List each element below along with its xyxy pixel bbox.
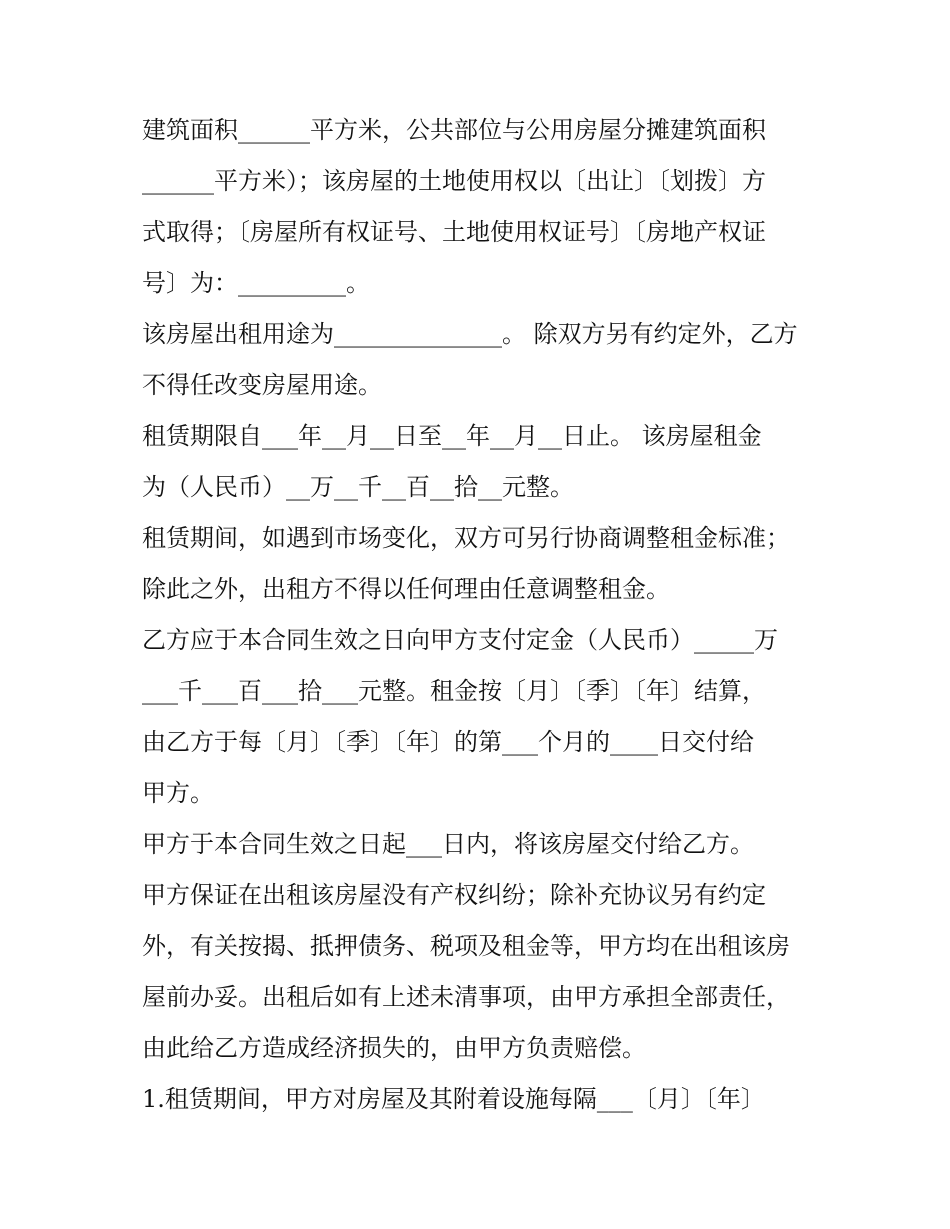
text-line: 由此给乙方造成经济损失的，由甲方负责赔偿。 xyxy=(142,1034,646,1062)
text-line: 外，有关按揭、抵押债务、税项及租金等，甲方均在出租该房 xyxy=(142,932,790,960)
text-line: 甲方保证在出租该房屋没有产权纠纷；除补充协议另有约定 xyxy=(142,881,766,909)
text-line: 1.租赁期间，甲方对房屋及其附着设施每隔___〔月〕〔年〕 xyxy=(142,1085,765,1113)
text-line: 租赁期间，如遇到市场变化，双方可另行协商调整租金标准； xyxy=(142,524,790,552)
text-line: ______平方米）；该房屋的土地使用权以〔出让〕〔划拨〕方 xyxy=(142,167,766,195)
text-line: 建筑面积______平方米，公共部位与公用房屋分摊建筑面积 xyxy=(142,116,766,144)
text-line: 除此之外，出租方不得以任何理由任意调整租金。 xyxy=(142,575,670,603)
text-line: 甲方于本合同生效之日起___日内，将该房屋交付给乙方。 xyxy=(142,830,754,858)
text-line: 该房屋出租用途为______________。 除双方另有约定外，乙方 xyxy=(142,320,798,348)
text-line: ___千___百___拾___元整。租金按〔月〕〔季〕〔年〕结算， xyxy=(142,677,766,705)
text-line: 由乙方于每〔月〕〔季〕〔年〕的第___个月的____日交付给 xyxy=(142,728,754,756)
text-line: 甲方。 xyxy=(142,779,214,807)
text-line: 屋前办妥。出租后如有上述未清事项，由甲方承担全部责任， xyxy=(142,983,790,1011)
text-line: 为（人民币）__万__千__百__拾__元整。 xyxy=(142,473,574,501)
contract-document xyxy=(142,105,822,1125)
text-line: 不得任改变房屋用途。 xyxy=(142,371,382,399)
text-line: 号〕为：_________。 xyxy=(142,269,370,297)
text-line: 乙方应于本合同生效之日向甲方支付定金（人民币）_____万 xyxy=(142,626,778,654)
text-line: 式取得；〔房屋所有权证号、土地使用权证号〕〔房地产权证 xyxy=(142,218,766,246)
text-line: 租赁期限自___年__月__日至__年__月__日止。 该房屋租金 xyxy=(142,422,762,450)
